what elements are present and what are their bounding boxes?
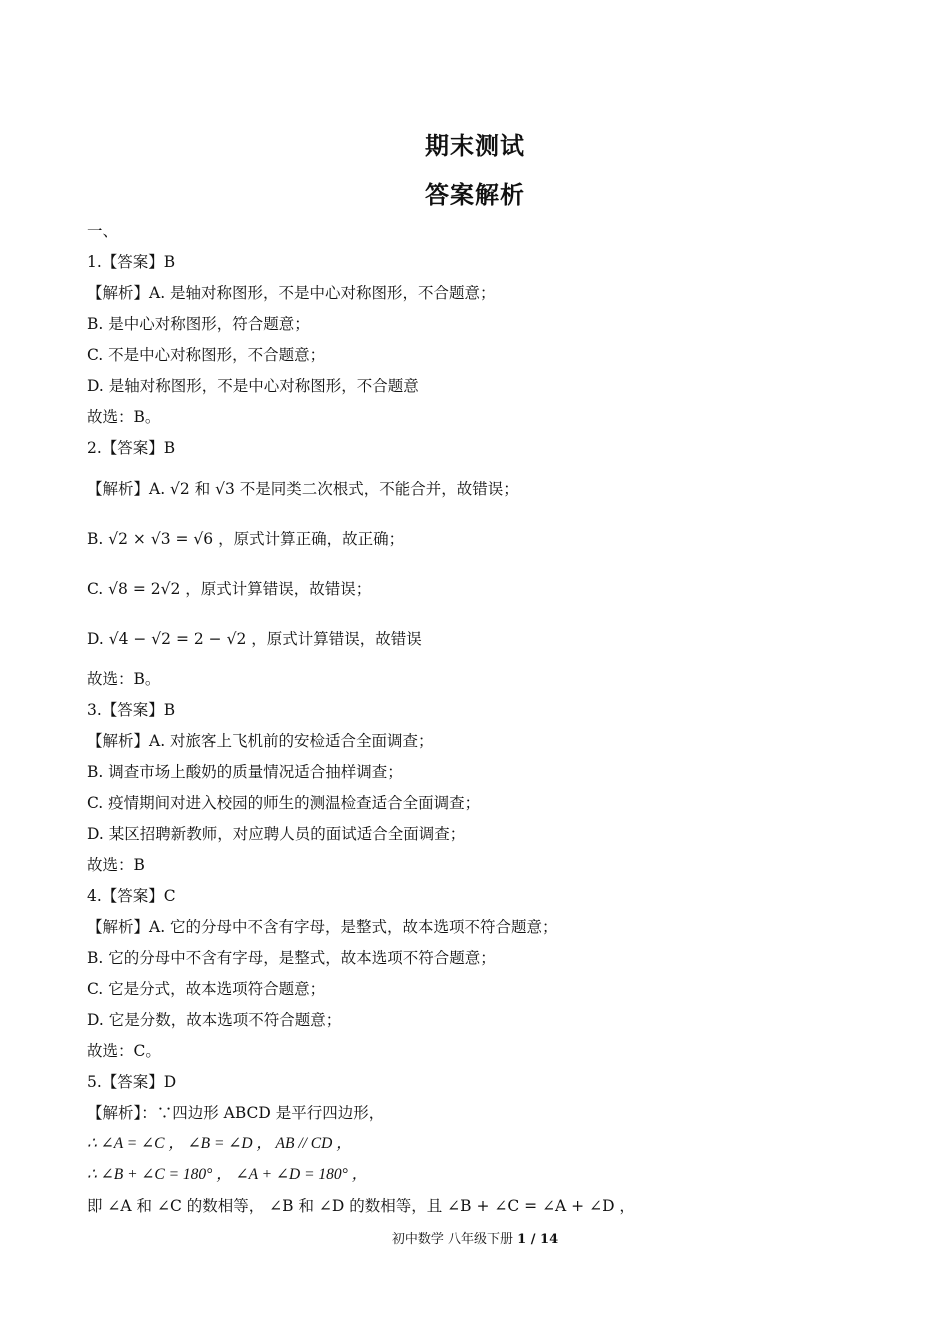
analysis-line: 【解析】A. √2 和 √3 不是同类二次根式，不能合并，故错误； [87,480,519,498]
choice-line: 故选：B [87,856,145,874]
analysis-line: C. √8 = 2√2 ，原式计算错误，故错误； [87,580,372,598]
analysis-line: B. 它的分母中不含有字母，是整式，故本选项不符合题意； [87,949,496,967]
analysis-line: 【解析】A. 它的分母中不含有字母，是整式，故本选项不符合题意； [87,918,558,936]
choice-line: 故选：C。 [87,1042,161,1060]
analysis-line: 【解析】A. 对旅客上飞机前的安检适合全面调查； [87,732,434,750]
footer-label: 初中数学 八年级下册 [391,1232,514,1247]
analysis-line: C. 它是分式，故本选项符合题意； [87,980,326,998]
analysis-line: 即 ∠A 和 ∠C 的数相等， ∠B 和 ∠D 的数相等，且 ∠B + ∠C = ∠A + ∠D ， [87,1197,635,1215]
choice-line: 故选：B。 [87,408,161,426]
answer-line: 2.【答案】B [87,439,176,457]
analysis-line: 【解析】：∵四边形 ABCD 是平行四边形， [87,1104,385,1122]
analysis-line: ∴ ∠A = ∠C ， ∠B = ∠D ， AB // CD ， [87,1135,352,1152]
analysis-line: B. 是中心对称图形，符合题意； [87,315,310,333]
page-footer [0,1228,950,1247]
choice-line: 故选：B。 [87,670,161,688]
analysis-line: D. √4 − √2 = 2 − √2 ，原式计算错误，故错误 [87,630,422,648]
analysis-line: B. √2 × √3 = √6 ，原式计算正确，故正确； [87,530,405,548]
analysis-line: D. 它是分数，故本选项不符合题意； [87,1011,342,1029]
analysis-line: B. 调查市场上酸奶的质量情况适合抽样调查； [87,763,403,781]
answer-line: 4.【答案】C [87,887,176,905]
analysis-line: ∴ ∠B + ∠C = 180° ， ∠A + ∠D = 180° ， [87,1166,368,1183]
analysis-line: D. 是轴对称图形，不是中心对称图形，不合题意 [87,377,419,395]
analysis-line: C. 不是中心对称图形，不合题意； [87,346,326,364]
analysis-line: D. 某区招聘新教师，对应聘人员的面试适合全面调查； [87,825,466,843]
page-title: 期末测试 [425,132,525,160]
answer-line: 5.【答案】D [87,1073,177,1091]
answer-line: 3.【答案】B [87,701,176,719]
analysis-line: 【解析】A. 是轴对称图形，不是中心对称图形，不合题意； [87,284,496,302]
answer-line: 1.【答案】B [87,253,176,271]
analysis-line: C. 疫情期间对进入校园的师生的测温检查适合全面调查； [87,794,481,812]
page-subtitle: 答案解析 [425,181,525,209]
page-number: 1 / 14 [517,1232,559,1247]
section-heading: 一、 [87,222,119,240]
